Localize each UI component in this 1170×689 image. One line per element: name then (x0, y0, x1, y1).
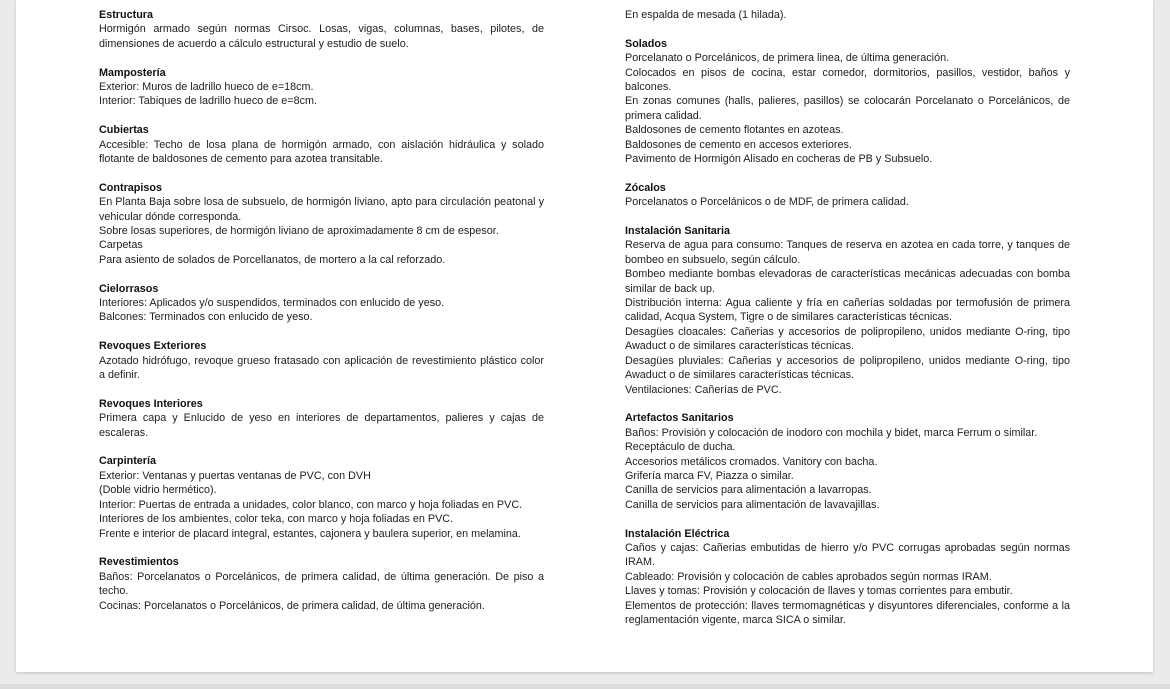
section-text-line: Colocados en pisos de cocina, estar comedor, dormitorios, pasillos, vestidor, baños y balcones. (625, 66, 1070, 94)
section-heading: Revoques Exteriores (99, 340, 207, 353)
section-cubiertas (99, 123, 544, 166)
section-text-line: Baldosones de cemento flotantes en azoteas. (625, 124, 844, 137)
section-text-line: Porcelanato o Porcelánicos, de primera linea, de última generación. (625, 52, 950, 65)
section-carpinteria (99, 454, 544, 540)
section-heading: Revestimientos (99, 556, 179, 569)
section-revoques-exteriores (99, 339, 544, 382)
section-heading: Artefactos Sanitarios (625, 412, 734, 425)
section-heading: Instalación Sanitaria (625, 225, 731, 238)
section-heading: Contrapisos (99, 181, 162, 194)
section-instalacion-sanitaria (625, 224, 1070, 397)
section-heading: Solados (625, 37, 667, 50)
section-text-line: Primera capa y Enlucido de yeso en interiores de departamentos, palieres y cajas de escaleras. (99, 412, 544, 439)
section-text-line: Interior: Puertas de entrada a unidades, color blanco, con marco y hoja foliadas en PVC. (99, 498, 523, 511)
section-text-line: Distribución interna: Agua caliente y fría en cañerías soldadas por termofusión de primera calidad, Acqua System, Tigre o de similares características técnicas. (625, 297, 1070, 324)
section-estructura (99, 8, 544, 51)
next-page-edge (0, 684, 1170, 689)
section-text-line: Para asiento de solados de Porcellanatos, de mortero a la cal reforzado. (99, 253, 446, 266)
section-text-line: Exterior: Muros de ladrillo hueco de e=18cm. (99, 81, 314, 94)
section-heading: Estructura (99, 9, 154, 21)
section-zocalos (625, 181, 1070, 210)
section-instalacion-electrica (625, 527, 1070, 628)
section-text-line: En espalda de mesada (1 hilada). (625, 9, 787, 21)
section-text-line: Accesible: Techo de losa plana de hormigón armado, con aislación hidráulica y solado flotante de baldosones de cemento para azotea transitable. (99, 138, 544, 166)
section-text-line: Ventilaciones: Cañerías de PVC. (625, 383, 782, 396)
section-text-line: En Planta Baja sobre losa de subsuelo, de hormigón liviano, apto para circulación peatonal y vehicular dónde corresponda. (99, 196, 544, 223)
section-text-line: Grifería marca FV, Piazza o similar. (625, 469, 794, 482)
section-text-line: Hormigón armado según normas Cirsoc. Losas, vigas, columnas, bases, pilotes, de dimensiones de acuerdo a cálculo estructural y estudio de suelo. (99, 23, 544, 50)
section-heading: Revoques Interiores (99, 397, 203, 410)
section-text-line: Pavimento de Hormigón Alisado en cocheras de PB y Subsuelo. (625, 153, 933, 166)
section-contrapisos (99, 181, 544, 267)
section-heading: Cielorrasos (99, 282, 159, 295)
section-artefactos-sanitarios (625, 411, 1070, 512)
section-text-line: Carpetas (99, 239, 143, 252)
section-text-line: Receptáculo de ducha. (625, 441, 736, 454)
section-text-line: Interiores: Aplicados y/o suspendidos, terminados con enlucido de yeso. (99, 297, 445, 310)
section-mamposteria (99, 66, 544, 109)
section-text-line: Elementos de protección: llaves termomagnéticas y disyuntores diferenciales, conforme a la reglamentación vigente, marca SICA o similar. (625, 599, 1070, 626)
section-text-line: Baldosones de cemento en accesos exteriores. (625, 138, 852, 151)
section-text-line: Baños: Porcelanatos o Porcelánicos, de primera calidad, de última generación. De piso a techo. (99, 570, 544, 598)
section-revoques-interiores (99, 397, 544, 440)
section-text-line: (Doble vidrio hermético). (99, 484, 217, 497)
left-column (99, 8, 544, 627)
document-page (16, 0, 1153, 672)
section-text-line: Sobre losas superiores, de hormigón liviano de aproximadamente 8 cm de espesor. (99, 225, 499, 238)
section-text-line: Baños: Provisión y colocación de inodoro con mochila y bidet, marca Ferrum o similar. (625, 426, 1038, 439)
section-text-line: Desagües cloacales: Cañerias y accesorios de polipropileno, unidos mediante O-ring, tipo Awaduct o de similares características técnicas. (625, 325, 1070, 353)
section-text-line: Accesorios metálicos cromados. Vanitory con bacha. (625, 455, 878, 468)
section-text-line: Interiores de los ambientes, color teka, con marco y hoja foliadas en PVC. (99, 513, 454, 526)
section-text-line: Frente e interior de placard integral, estantes, cajonera y baulera superior, en melamina. (99, 527, 521, 540)
section-text-line: En zonas comunes (halls, palieres, pasillos) se colocarán Porcelanato o Porcelánicos, de primera calidad. (625, 95, 1070, 122)
section-text-line: Canilla de servicios para alimentación a lavarropas. (625, 484, 872, 497)
section-text-line: Reserva de agua para consumo: Tanques de reserva en azotea en cada torre, y tanques de bombeo en subsuelo, según cálculo. (625, 239, 1070, 266)
section-heading: Cubiertas (99, 124, 149, 137)
section-heading: Instalación Eléctrica (625, 527, 730, 540)
section-cielorrasos (99, 282, 544, 325)
section-continuation (625, 8, 1070, 22)
section-heading: Zócalos (625, 181, 666, 194)
section-heading: Carpintería (99, 455, 156, 468)
section-text-line: Balcones: Terminados con enlucido de yeso. (99, 311, 313, 324)
section-text-line: Exterior: Ventanas y puertas ventanas de PVC, con DVH (99, 469, 371, 482)
section-text-line: Desagües pluviales: Cañerias y accesorios de polipropileno, unidos mediante O-ring, tipo Awaduct o de similares características técnicas. (625, 354, 1070, 382)
section-text-line: Caños y cajas: Cañerias embutidas de hierro y/o PVC corrugas aprobadas según normas IRAM. (625, 541, 1070, 569)
section-heading: Mampostería (99, 66, 166, 79)
section-text-line: Azotado hidrófugo, revoque grueso fratasado con aplicación de revestimiento plástico color a definir. (99, 354, 544, 382)
right-column (625, 8, 1070, 642)
section-text-line: Cocinas: Porcelanatos o Porcelánicos, de primera calidad, de última generación. (99, 599, 485, 612)
section-text-line: Porcelanatos o Porcelánicos o de MDF, de primera calidad. (625, 196, 909, 209)
section-text-line: Cableado: Provisión y colocación de cables aprobados según normas IRAM. (625, 570, 992, 583)
section-text-line: Llaves y tomas: Provisión y colocación de llaves y tomas corrientes para embutir. (625, 585, 1013, 598)
section-text-line: Bombeo mediante bombas elevadoras de características mecánicas adecuadas con bomba similar de back up. (625, 268, 1070, 295)
section-text-line: Canilla de servicios para alimentación de lavavajillas. (625, 498, 880, 511)
section-revestimientos (99, 555, 544, 613)
section-solados (625, 37, 1070, 167)
section-text-line: Interior: Tabiques de ladrillo hueco de e=8cm. (99, 95, 317, 108)
